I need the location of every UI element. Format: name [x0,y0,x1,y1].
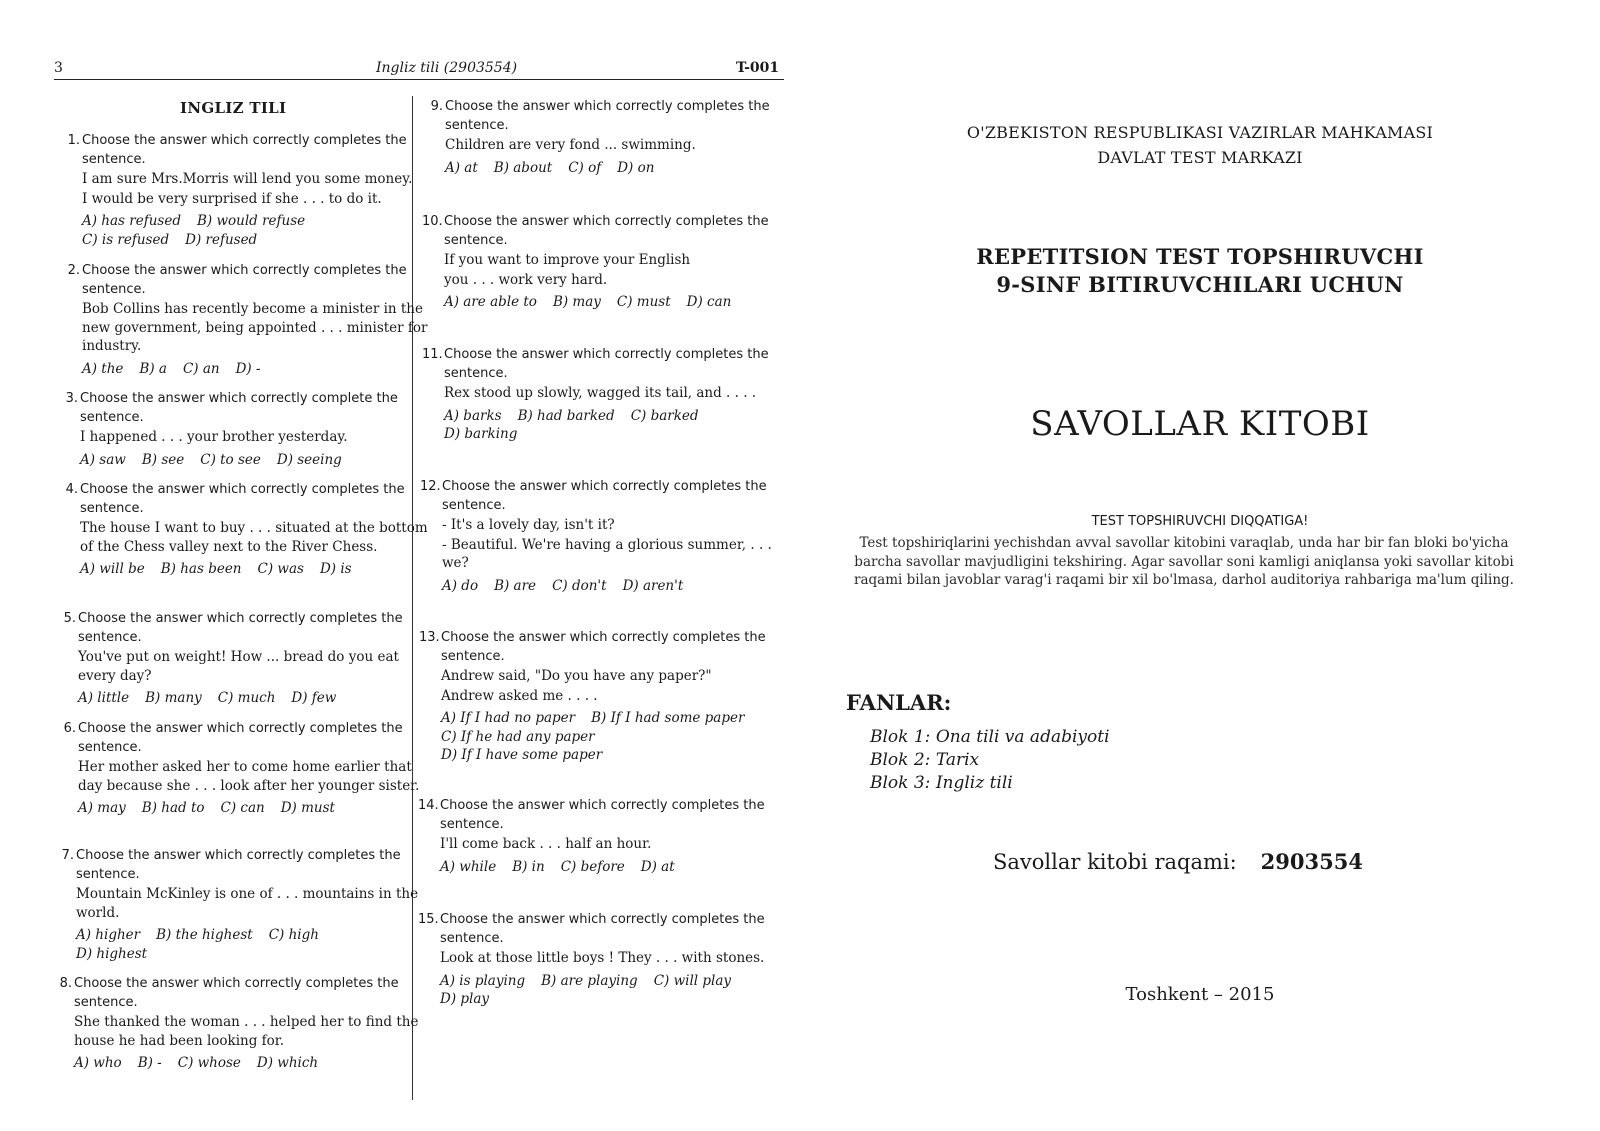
question-instruction: Choose the answer which correctly completes the sentence. [441,630,766,664]
question-stem: I happened . . . your brother yesterday. [80,429,348,445]
answer-option[interactable]: D) at [640,858,675,875]
question-stem: You've put on weight! How ... bread do you eat every day? [78,649,399,684]
answer-option[interactable]: A) while [440,858,497,875]
answer-options [445,159,795,178]
option-row [440,858,790,877]
attention-text: Test topshiriqlarini yechishdan avval savollar kitobini varaqlab, unda har bir fan bloki bo'yicha barcha savollar mavjudligini tekshiring. Agar savollar soni kamligi aniqlansa yoki savollar kitobi raqami bilan javoblar varag'i raqami bir xil bo'lmasa, darhol auditoriya rahbariga ma'lum qiling. [854,535,1514,588]
question-3 [65,390,430,469]
question-number: 4. [65,482,78,497]
question-number: 13. [419,630,440,645]
option-row [82,231,432,250]
answer-option[interactable]: D) must [280,800,335,816]
question-number: 3. [65,391,78,406]
question-instruction: Choose the answer which correctly completes the sentence. [444,214,769,248]
attention-title: TEST TOPSHIRUVCHI DIQQATIGA! [1091,514,1309,529]
option-row [440,972,790,991]
answer-option[interactable]: A) may [78,800,126,816]
question-1 [67,132,432,249]
repetition-title-1: REPETITSION TEST TOPSHIRUVCHI [976,244,1424,269]
question-stem: I am sure Mrs.Morris will lend you some money. [82,171,413,187]
answer-option[interactable]: D) play [440,991,490,1007]
answer-option[interactable]: D) barking [444,426,518,442]
subject-block-3: Blok 3: Ingliz tili [870,773,1013,793]
option-row [444,293,794,312]
question-9 [430,98,795,177]
answer-option[interactable]: B) may [552,294,601,310]
answer-option[interactable]: C) high [268,927,319,943]
answer-option[interactable]: A) little [78,690,130,706]
option-row [74,1054,424,1073]
answer-option[interactable]: C) to see [200,451,261,468]
option-row [78,689,428,708]
question-stem: you . . . work very hard. [444,271,608,288]
question-instruction: Choose the answer which correctly completes the sentence. [445,99,770,133]
option-row [80,451,430,470]
answer-options [80,451,430,470]
answer-option[interactable]: D) which [256,1055,319,1071]
question-number: 14. [418,798,439,813]
answer-option[interactable]: C) can [220,800,265,816]
question-7 [61,847,426,963]
answer-options [78,689,428,708]
question-stem: I would be very surprised if she . . . to do it. [82,190,382,207]
answer-option[interactable]: C) must [616,294,671,310]
answer-option[interactable]: B) If I had some paper [591,710,745,726]
answer-option[interactable]: A) are able to [444,294,537,310]
book-number-label: Savollar kitobi raqami: [993,850,1237,874]
question-stem: - Beautiful. We're having a glorious summer, . . . we? [442,536,772,571]
subject-block-1: Blok 1: Ona tili va adabiyoti [870,727,1110,747]
option-row [82,360,432,379]
answer-option[interactable]: A) saw [80,451,126,468]
question-number: 2. [67,263,80,278]
option-row [441,728,791,747]
header-rule [54,79,784,80]
question-6 [63,720,428,818]
question-14 [418,797,790,876]
question-number: 9. [430,99,443,114]
question-number: 1. [67,133,80,148]
question-15 [418,911,790,1009]
question-stem: Look at those little boys ! They . . . with stones. [440,950,765,966]
answer-option[interactable]: D) - [235,360,261,377]
question-stem: If you want to improve your English [444,252,691,268]
question-instruction: Choose the answer which correctly completes the sentence. [76,848,401,882]
book-number: 2903554 [1260,849,1363,874]
option-row [445,159,795,178]
answer-options [444,407,794,444]
answer-option[interactable]: B) has been [160,561,242,577]
answer-option[interactable]: B) many [145,690,202,706]
question-stem: I'll come back . . . half an hour. [440,836,652,852]
answer-option[interactable]: D) refused [185,231,258,248]
section-title: INGLIZ TILI [180,99,287,117]
answer-option[interactable]: C) much [217,690,276,706]
question-instruction: Choose the answer which correctly completes the sentence. [74,976,399,1010]
question-instruction: Choose the answer which correctly completes the sentence. [442,479,767,513]
answer-option[interactable]: A) who [74,1055,122,1071]
answer-option[interactable]: C) of [568,159,602,176]
answer-option[interactable]: B) the highest [156,927,253,943]
answer-options [440,858,790,877]
answer-option[interactable]: C) was [257,561,304,577]
option-row [76,945,426,964]
question-stem: Bob Collins has recently become a minister in the new government, being appointed . . . minister for industry. [82,301,428,354]
answer-option[interactable]: D) few [291,690,337,706]
answer-options [444,293,794,312]
option-row [76,926,426,945]
question-instruction: Choose the answer which correctly completes the sentence. [82,263,407,297]
question-stem: Andrew asked me . . . . [441,687,598,704]
answer-option[interactable]: A) If I had no paper [441,710,576,726]
answer-option[interactable]: A) is playing [440,972,526,989]
answer-options [78,799,428,818]
question-number: 10. [422,214,443,229]
question-instruction: Choose the answer which correctly completes the sentence. [80,482,405,516]
question-instruction: Choose the answer which correctly completes the sentence. [440,798,765,832]
answer-option[interactable]: D) highest [76,945,148,962]
question-stem: Children are very fond ... swimming. [445,137,696,153]
answer-option[interactable]: D) is [319,561,352,577]
question-number: 7. [61,848,74,863]
option-row [441,709,791,728]
answer-options [82,360,432,379]
answer-options [74,1054,424,1073]
question-instruction: Choose the answer which correctly completes the sentence. [444,347,769,381]
question-instruction: Choose the answer which correctly complete the sentence. [80,391,398,425]
answer-option[interactable]: A) higher [76,927,141,943]
book-number-line [993,849,1363,874]
answer-option[interactable]: C) is refused [82,231,170,248]
option-row [82,212,432,231]
question-5 [63,610,428,708]
answer-option[interactable]: C) will play [653,972,732,989]
answer-option[interactable]: B) in [512,858,545,875]
header-subject: Ingliz tili (2903554) [376,60,518,76]
answer-option[interactable]: C) barked [630,407,699,424]
repetition-title-2: 9-SINF BITIRUVCHILARI UCHUN [996,272,1404,297]
answer-option[interactable]: D) can [686,294,732,310]
answer-options [440,972,790,1009]
answer-option[interactable]: C) whose [177,1055,241,1071]
answer-option[interactable]: B) about [493,159,553,176]
answer-option[interactable]: D) seeing [276,451,342,468]
question-number: 5. [63,611,76,626]
answer-option[interactable]: C) don't [552,577,607,594]
answer-options [441,709,791,765]
question-instruction: Choose the answer which correctly completes the sentence. [78,721,403,755]
subject-block-2: Blok 2: Tarix [870,750,980,770]
answer-options [80,560,430,579]
option-row [80,560,430,579]
ministry-line-1: O'ZBEKISTON RESPUBLIKASI VAZIRLAR MAHKAMASI [966,123,1434,142]
answer-option[interactable]: A) has refused [82,213,181,229]
answer-option[interactable]: B) see [141,451,185,468]
answer-option[interactable]: A) barks [444,407,502,424]
place-year: Toshkent – 2015 [1125,984,1275,1005]
answer-option[interactable]: D) If I have some paper [441,747,603,763]
question-8 [59,975,424,1073]
answer-option[interactable]: C) an [182,360,220,377]
question-number: 11. [422,347,443,362]
question-stem: She thanked the woman . . . helped her to find the house he had been looking for. [74,1014,419,1049]
ministry-line-2: DAVLAT TEST MARKAZI [1097,148,1303,167]
option-row [444,407,794,426]
question-number: 8. [59,976,72,991]
answer-option[interactable]: B) are [494,577,537,594]
question-instruction: Choose the answer which correctly completes the sentence. [78,611,403,645]
option-row [78,799,428,818]
answer-options [442,577,792,596]
question-stem: Rex stood up slowly, wagged its tail, and . . . . [444,385,757,401]
question-stem: Andrew said, "Do you have any paper?" [441,668,712,684]
answer-option[interactable]: B) would refuse [196,213,306,229]
subjects-title: FANLAR: [846,690,952,715]
question-12 [420,478,792,595]
answer-option[interactable]: A) at [445,159,478,176]
cover-page [820,0,1580,1131]
answer-option[interactable]: B) are playing [541,972,638,989]
answer-options [82,212,432,249]
question-10 [422,213,794,312]
question-11 [422,346,794,444]
header-code: T-001 [736,60,780,76]
question-2 [67,262,432,378]
answer-option[interactable]: A) do [442,577,479,594]
question-number: 15. [418,912,439,927]
answer-option[interactable]: D) aren't [622,577,684,594]
answer-option[interactable]: C) If he had any paper [441,728,595,745]
book-title: SAVOLLAR KITOBI [1030,404,1370,444]
answer-option[interactable]: A) the [82,360,124,377]
question-13 [419,629,791,765]
option-row [442,577,792,596]
question-stem: Mountain McKinley is one of . . . mountains in the world. [76,886,419,921]
page-number: 3 [54,60,63,76]
question-4 [65,481,430,579]
question-number: 6. [63,721,76,736]
answer-option[interactable]: A) will be [80,561,145,577]
option-row [441,746,791,765]
answer-option[interactable]: B) had barked [517,407,615,424]
answer-options [76,926,426,963]
question-number: 12. [420,479,441,494]
answer-option[interactable]: C) before [560,858,625,875]
option-row [440,990,790,1009]
option-row [444,425,794,444]
answer-option[interactable]: D) on [617,159,655,176]
answer-option[interactable]: B) had to [141,800,205,816]
question-stem: - It's a lovely day, isn't it? [442,517,615,533]
question-stem: The house I want to buy . . . situated at the bottom of the Chess valley next to the River Chess. [80,520,428,555]
question-instruction: Choose the answer which correctly completes the sentence. [440,912,765,946]
answer-option[interactable]: B) a [139,360,167,377]
question-instruction: Choose the answer which correctly completes the sentence. [82,133,407,167]
question-stem: Her mother asked her to come home earlier that day because she . . . look after her younger sister. [78,759,420,794]
answer-option[interactable]: B) - [137,1055,162,1071]
